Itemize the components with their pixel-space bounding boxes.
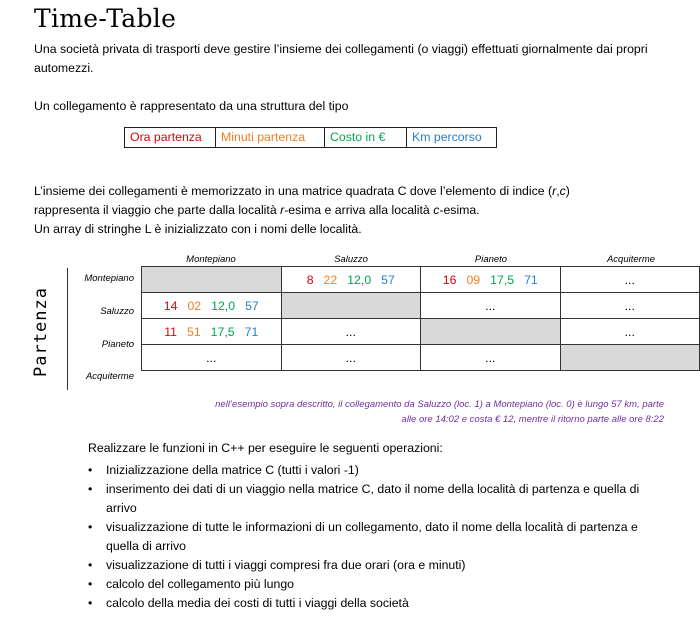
col-header-pianeto: Pianeto <box>474 254 508 265</box>
matrix-cell <box>142 319 282 345</box>
page-title: Time-Table <box>34 4 177 33</box>
matrix-cell: ... <box>421 293 561 319</box>
row-header-montepiano: Montepiano <box>84 273 134 284</box>
row-header-acquiterme: Acquiterme <box>85 371 134 382</box>
matrix-cell <box>142 293 282 319</box>
cell-value: 71 <box>524 272 538 287</box>
matrix-cell <box>281 267 421 293</box>
field-minuti-partenza: Minuti partenza <box>216 128 325 147</box>
list-item: • visualizzazione di tutte le informazioni di un collegamento, dato il nome della località di partenza e quella di arrivo <box>88 518 668 556</box>
intro-paragraph: Una società privata di trasporti deve gestire l’insieme dei collegamenti (o viaggi) effettuati giornalmente dai propri automezzi. <box>34 42 648 75</box>
matrix-cell: ... <box>560 267 699 293</box>
cell-value: 57 <box>381 272 395 287</box>
cell-value: 12,0 <box>347 272 372 287</box>
table-row <box>142 319 700 345</box>
example-note: nell’esempio sopra descritto, il collegamento da Saluzzo (loc. 1) a Montepiano (loc. 0) è lungo 57 km, parte alle ore 14:02 e costa € 12, mentre il ritorno parte alle ore 8:22 <box>215 399 664 425</box>
cell-value: 8 <box>306 272 314 287</box>
col-header-montepiano: Montepiano <box>186 254 236 265</box>
cell-value: 57 <box>245 298 259 313</box>
struct-diagram <box>124 127 497 148</box>
matrix-cell: ... <box>281 319 421 345</box>
list-item: • calcolo del collegamento più lungo <box>88 575 668 594</box>
list-item: • visualizzazione di tutti i viaggi compresi fra due orari (ora e minuti) <box>88 556 668 575</box>
cell-value: 51 <box>186 324 201 339</box>
matrix-cell <box>142 267 282 293</box>
cell-value: 17,5 <box>490 272 515 287</box>
row-header-saluzzo: Saluzzo <box>100 306 134 317</box>
row-header-pianeto: Pianeto <box>101 339 134 350</box>
matrix-description: L’insieme dei collegamenti è memorizzato in una matrice quadrata C dove l’elemento di indice (r,c) rappresenta il viaggio che parte dalla località r-esima e arriva alla località c-esima. Un array di stringhe L è inizializzato con i nomi delle località. <box>34 184 570 236</box>
matrix-cell <box>560 345 699 371</box>
table-row <box>142 267 700 293</box>
matrix-cell: ... <box>560 319 699 345</box>
field-costo: Costo in € <box>325 128 407 147</box>
struct-intro: Un collegamento è rappresentato da una struttura del tipo <box>34 99 349 113</box>
list-item: • Inizializzazione della matrice C (tutti i valori -1) <box>88 461 668 480</box>
matrix-cell <box>281 293 421 319</box>
cell-value: 17,5 <box>210 324 235 339</box>
list-item: • calcolo della media dei costi di tutti i viaggi della società <box>88 594 668 613</box>
cell-value: 71 <box>244 324 259 339</box>
matrix-cell <box>421 267 561 293</box>
col-header-acquiterme: Acquiterme <box>606 254 656 265</box>
col-header-saluzzo: Saluzzo <box>334 254 368 265</box>
cell-value: 09 <box>466 272 481 287</box>
cell-value: 16 <box>442 272 457 287</box>
matrix-cell: ... <box>281 345 421 371</box>
cell-value: 14 <box>163 298 178 313</box>
time-table-matrix <box>141 266 700 371</box>
cell-value: 11 <box>164 324 177 339</box>
tasks-intro: Realizzare le funzioni in C++ per eseguire le seguenti operazioni: <box>88 441 443 455</box>
cell-value: 22 <box>323 272 338 287</box>
matrix-cell <box>421 319 561 345</box>
matrix-cell: ... <box>142 345 282 371</box>
field-ora-partenza: Ora partenza <box>125 128 216 147</box>
field-km-percorso: Km percorso <box>412 130 482 144</box>
table-row <box>142 345 700 371</box>
matrix-cell: ... <box>421 345 561 371</box>
cell-value: 12,0 <box>211 298 236 313</box>
table-row <box>142 293 700 319</box>
list-item: • inserimento dei dati di un viaggio nella matrice C, dato il nome della località di partenza e quella di arrivo <box>88 480 668 518</box>
cell-value: 02 <box>187 298 202 313</box>
task-list <box>88 461 668 613</box>
axis-label-partenza: Partenza <box>31 287 51 377</box>
matrix-cell: ... <box>560 293 699 319</box>
axis-divider <box>67 268 68 390</box>
